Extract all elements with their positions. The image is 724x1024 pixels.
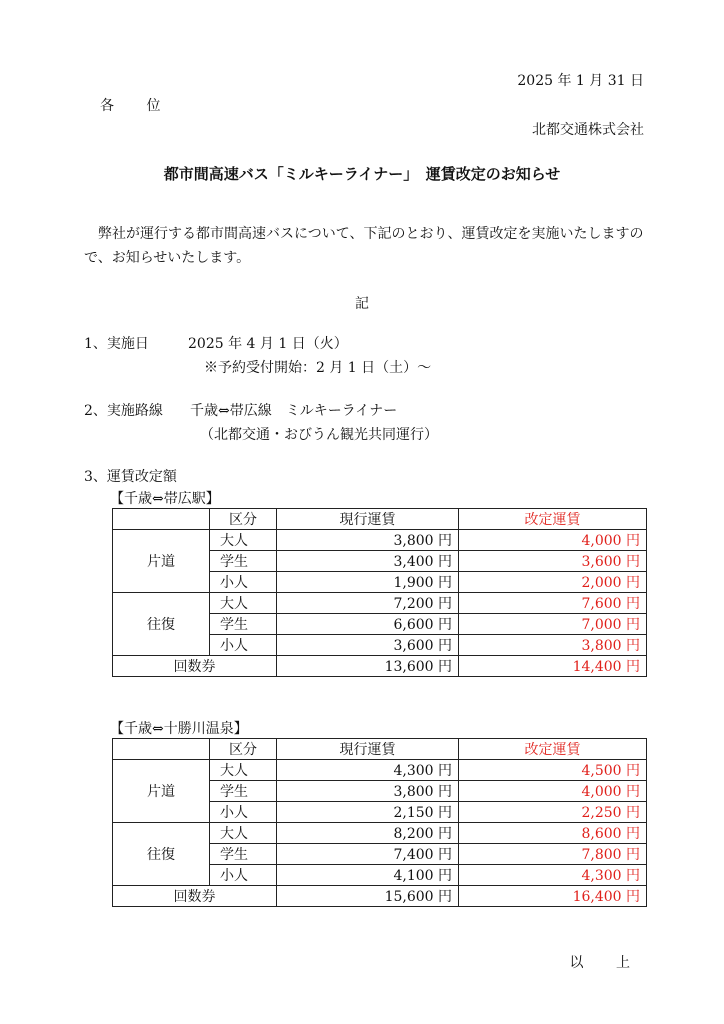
revised-fare: 7,000 円 [459, 614, 647, 635]
header-revised: 改定運賃 [459, 509, 647, 530]
header-current: 現行運賃 [277, 739, 459, 760]
current-fare: 15,600 円 [277, 886, 459, 907]
fare-type: 小人 [210, 865, 277, 886]
fare-type: 小人 [210, 572, 277, 593]
header-category: 区分 [210, 509, 277, 530]
current-fare: 4,300 円 [277, 760, 459, 781]
revised-fare: 8,600 円 [459, 823, 647, 844]
current-fare: 13,600 円 [277, 656, 459, 677]
revised-fare: 4,000 円 [459, 530, 647, 551]
current-fare: 3,600 円 [277, 635, 459, 656]
revised-fare: 4,000 円 [459, 781, 647, 802]
table1-caption: 【千歳⇔帯広駅】 [110, 491, 220, 507]
fare-type: 小人 [210, 635, 277, 656]
revised-fare: 7,800 円 [459, 844, 647, 865]
header-category: 区分 [210, 739, 277, 760]
revised-fare: 3,600 円 [459, 551, 647, 572]
header-current: 現行運賃 [277, 509, 459, 530]
revised-fare: 4,300 円 [459, 865, 647, 886]
table-row [113, 530, 647, 551]
section3-label: 3、運賃改定額 [84, 469, 177, 485]
fare-type: 大人 [210, 823, 277, 844]
addressee: 各 位 [100, 98, 175, 114]
fare-type: 大人 [210, 760, 277, 781]
table2-caption: 【千歳⇔十勝川温泉】 [110, 721, 248, 737]
oneway-group-label: 片道 [113, 530, 210, 593]
table-row [113, 760, 647, 781]
current-fare: 8,200 円 [277, 823, 459, 844]
revised-fare: 2,000 円 [459, 572, 647, 593]
current-fare: 1,900 円 [277, 572, 459, 593]
oneway-group-label: 片道 [113, 760, 210, 823]
current-fare: 2,150 円 [277, 802, 459, 823]
roundtrip-group-label: 往復 [113, 593, 210, 656]
current-fare: 3,800 円 [277, 530, 459, 551]
fare-type: 学生 [210, 844, 277, 865]
section2-note: （北都交通・おびうん観光共同運行） [200, 427, 438, 443]
revised-fare: 7,600 円 [459, 593, 647, 614]
fare-type: 大人 [210, 530, 277, 551]
section2-value: 千歳⇔帯広線 ミルキーライナー [190, 403, 398, 419]
table-row [113, 886, 647, 907]
table-row [113, 823, 647, 844]
section1-value: 2025 年 4 月 1 日（火） [188, 336, 348, 352]
header-revised: 改定運賃 [459, 739, 647, 760]
current-fare: 7,200 円 [277, 593, 459, 614]
table-header-row [113, 739, 647, 760]
current-fare: 7,400 円 [277, 844, 459, 865]
section2-label: 2、実施路線 [84, 403, 163, 419]
header-blank [113, 739, 210, 760]
fare-type: 学生 [210, 614, 277, 635]
document-date: 2025 年 1 月 31 日 [517, 73, 644, 89]
closing-mark: 以 上 [569, 955, 644, 971]
section1-label: 1、実施日 [84, 336, 149, 352]
coupon-label: 回数券 [113, 886, 277, 907]
coupon-label: 回数券 [113, 656, 277, 677]
revised-fare: 14,400 円 [459, 656, 647, 677]
table-row [113, 593, 647, 614]
roundtrip-group-label: 往復 [113, 823, 210, 886]
fare-table-tokachigawa [112, 738, 647, 907]
fare-type: 大人 [210, 593, 277, 614]
table-row [113, 656, 647, 677]
table-header-row [113, 509, 647, 530]
revised-fare: 4,500 円 [459, 760, 647, 781]
intro-paragraph: 弊社が運行する都市間高速バスについて、下記のとおり、運賃改定を実施いたしますので、お知らせいたします。 [84, 226, 644, 266]
current-fare: 3,800 円 [277, 781, 459, 802]
fare-type: 小人 [210, 802, 277, 823]
ki-heading: 記 [355, 296, 369, 312]
revised-fare: 3,800 円 [459, 635, 647, 656]
current-fare: 6,600 円 [277, 614, 459, 635]
fare-table-obihiro [112, 508, 647, 677]
section1-note: ※予約受付開始：2 月 1 日（土）～ [204, 360, 432, 376]
document-title: 都市間高速バス「ミルキーライナー」 運賃改定のお知らせ [163, 165, 561, 183]
revised-fare: 16,400 円 [459, 886, 647, 907]
header-blank [113, 509, 210, 530]
current-fare: 4,100 円 [277, 865, 459, 886]
current-fare: 3,400 円 [277, 551, 459, 572]
revised-fare: 2,250 円 [459, 802, 647, 823]
fare-type: 学生 [210, 551, 277, 572]
company-name: 北都交通株式会社 [532, 122, 644, 138]
fare-type: 学生 [210, 781, 277, 802]
